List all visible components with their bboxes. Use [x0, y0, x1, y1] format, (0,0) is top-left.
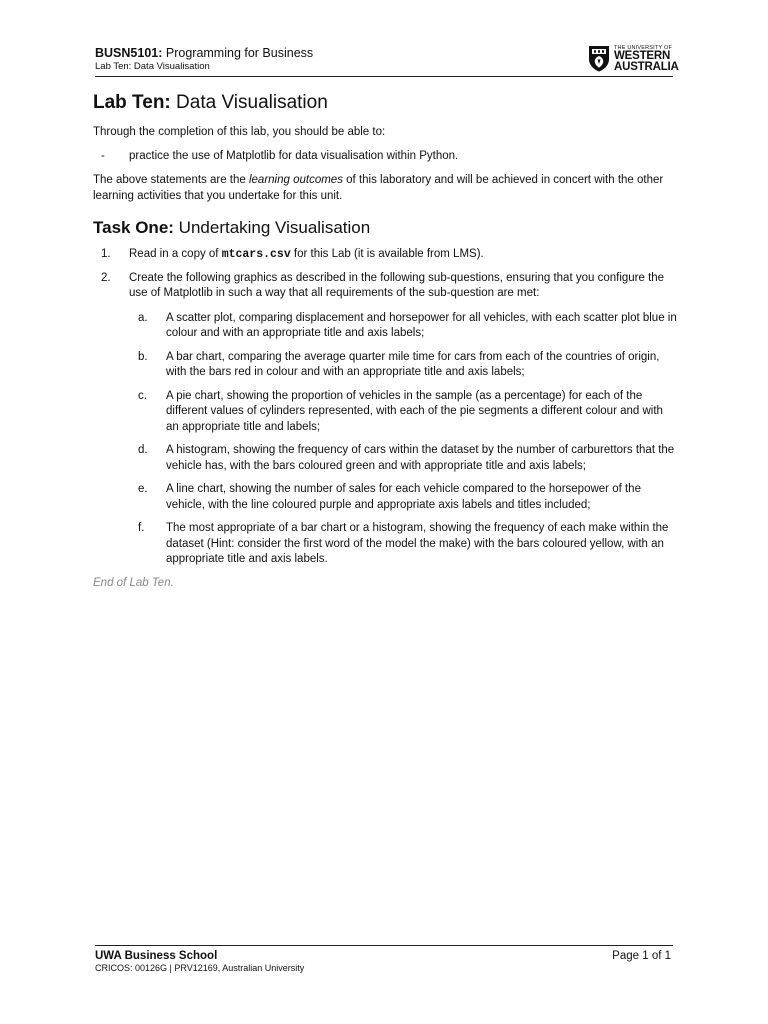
uwa-logo [588, 45, 679, 75]
course-title [95, 46, 313, 61]
sub-question-e [93, 482, 678, 513]
outcome-item [93, 149, 678, 165]
sub-question-text: A histogram, showing the frequency of cars within the dataset by the number of carburettors that the vehicle has, with the bars coloured green and with appropriate title and axis labels; [166, 444, 675, 472]
outcome-text: practice the use of Matplotlib for data visualisation within Python. [129, 149, 459, 162]
list-marker: 1. [101, 248, 111, 260]
list-marker: f. [138, 522, 145, 534]
footer-cricos: CRICOS: 00126G | PRV12169, Australian University [95, 963, 305, 973]
task-item-text: Create the following graphics as described in the following sub-questions, ensuring that you configure the use of Matplotlib in such a way that all requirements of the sub-question are met: [129, 271, 665, 299]
sub-question-text: A line chart, showing the number of sales for each vehicle compared to the horsepower of the vehicle, with the line coloured purple and appropriate axis labels and titles included; [166, 483, 641, 511]
page-number: Page 1 of 1 [612, 950, 671, 962]
list-marker: e. [138, 483, 148, 495]
sub-question-d [93, 443, 678, 474]
footer-school: UWA Business School [95, 950, 218, 962]
sub-question-f [93, 521, 678, 568]
sub-question-text: The most appropriate of a bar chart or a histogram, showing the frequency of each make within the dataset (Hint: consider the first word of the model the make) with the bars coloured yellow, with an appropriate title and axis labels. [166, 522, 669, 565]
list-marker: 2. [101, 271, 111, 284]
intro-text: Through the completion of this lab, you should be able to: [93, 126, 386, 138]
task-item-1 [93, 247, 678, 263]
course-name: Programming for Business [165, 46, 314, 60]
task-heading-bold: Task One: [93, 218, 174, 237]
sub-question-text: A scatter plot, comparing displacement and horsepower for all vehicles, with each scatter plot blue in colour and with an appropriate title and axis labels; [166, 311, 677, 339]
task-item-text-before: Read in a copy of [129, 248, 222, 260]
course-code: BUSN5101: [95, 46, 163, 60]
sub-question-text: A bar chart, comparing the average quarter mile time for cars from each of the countries of origin, with the bars red in colour and with an appropriate title and axis labels; [166, 350, 660, 378]
sub-question-list [93, 311, 678, 568]
statement-emphasis: learning outcomes [248, 174, 343, 186]
university-crest-icon [588, 45, 610, 72]
page-header [95, 45, 673, 77]
filename-code: mtcars.csv [221, 248, 291, 261]
logo-text-australia: AUSTRALIA [614, 61, 679, 73]
task-item-text-after: for this Lab (it is available from LMS). [290, 248, 484, 260]
page-title [93, 91, 678, 114]
list-marker: a. [138, 311, 148, 324]
outcomes-statement [93, 173, 678, 204]
task-heading [93, 217, 678, 238]
logo-text-small: THE UNIVERSITY OF [614, 45, 672, 51]
sub-question-c [93, 389, 678, 436]
task-heading-rest: Undertaking Visualisation [178, 218, 371, 237]
footer-divider [95, 945, 673, 946]
sub-question-a [93, 311, 678, 342]
statement-before: The above statements are the [93, 174, 249, 186]
header-subtitle: Lab Ten: Data Visualisation [95, 61, 210, 72]
task-item-2 [93, 271, 678, 302]
title-rest: Data Visualisation [176, 92, 328, 113]
document-body [93, 91, 678, 591]
sub-question-text: A pie chart, showing the proportion of vehicles in the sample (as a percentage) for each of the different values of cylinders represented, with each of the pie segments a different colour and with an appropriate title and labels; [166, 389, 663, 433]
statement-after: of this laboratory and will be achieved in concert with the other learning activities that you undertake for this unit. [93, 174, 664, 202]
sub-question-b [93, 350, 678, 381]
logo-text-western: WESTERN [614, 50, 671, 62]
list-marker: b. [138, 350, 148, 363]
title-bold: Lab Ten: [93, 92, 171, 113]
list-marker: - [101, 149, 105, 162]
list-marker: c. [138, 389, 147, 402]
list-marker: d. [138, 444, 148, 456]
end-note: End of Lab Ten. [93, 576, 174, 589]
header-divider [95, 76, 673, 77]
